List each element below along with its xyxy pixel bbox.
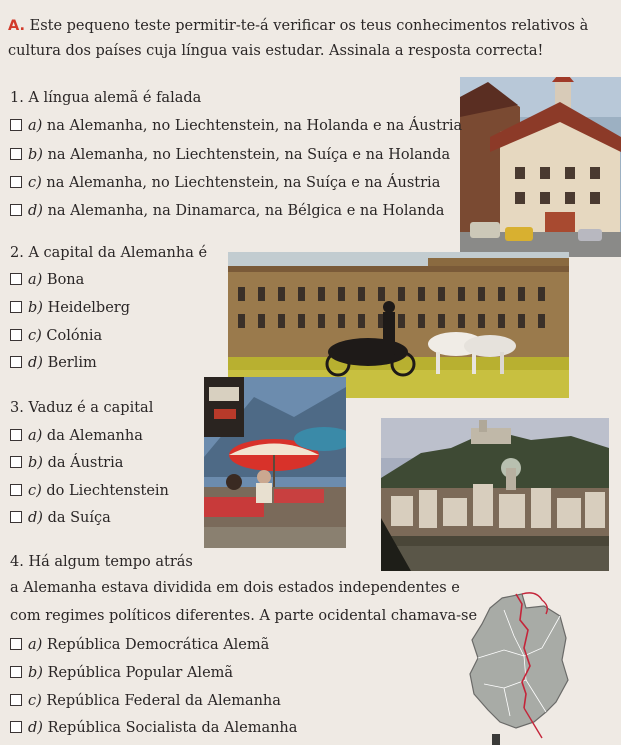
question-4-option-a[interactable]: a) República Democrática Alemã [10, 635, 269, 655]
question-1-option-b[interactable]: b) na Alemanha, no Liechtenstein, na Suíça e na Holanda [10, 145, 450, 165]
question-4-prompt-line-2: a Alemanha estava dividida em dois estados independentes e [10, 580, 460, 596]
question-2-option-b[interactable]: b) Heidelberg [10, 298, 130, 318]
question-1-option-c[interactable]: c) na Alemanha, no Liechtenstein, na Suíça e na Áustria [10, 173, 440, 193]
question-1-option-d[interactable]: d) na Alemanha, na Dinamarca, na Bélgica e na Holanda [10, 201, 444, 221]
checkbox[interactable] [10, 356, 22, 368]
question-3-option-a[interactable]: a) da Alemanha [10, 426, 143, 446]
question-4-option-d[interactable]: d) República Socialista da Alemanha [10, 718, 297, 738]
checkbox[interactable] [10, 721, 22, 733]
checkbox[interactable] [10, 273, 22, 285]
section-letter: A. [8, 18, 25, 34]
question-4-prompt-line-3: com regimes políticos diferentes. A parte ocidental chamava-se [10, 608, 478, 624]
germany-map [464, 590, 574, 745]
question-2-option-a[interactable]: a) Bona [10, 270, 84, 290]
village-photo [460, 77, 621, 257]
intro-text: Este pequeno teste permitir-te-á verificar os teus conhecimentos relativos à cultura dos países cuja língua vais estudar. Assinala a resposta correcta! [8, 18, 589, 59]
question-2-prompt: 2. A capital da Alemanha é [10, 245, 208, 261]
question-2-option-d[interactable]: d) Berlim [10, 353, 97, 373]
checkbox[interactable] [10, 511, 22, 523]
intro-paragraph [8, 14, 613, 64]
question-4-option-c[interactable]: c) República Federal da Alemanha [10, 691, 281, 711]
checkbox[interactable] [10, 176, 22, 188]
question-3-option-c[interactable]: c) do Liechtenstein [10, 481, 169, 501]
checkbox[interactable] [10, 329, 22, 341]
checkbox[interactable] [10, 301, 22, 313]
checkbox[interactable] [10, 119, 22, 131]
question-4-option-b[interactable]: b) República Popular Alemã [10, 663, 233, 683]
cafe-photo [204, 377, 346, 548]
checkbox[interactable] [10, 694, 22, 706]
question-3-option-b[interactable]: b) da Áustria [10, 453, 123, 473]
checkbox[interactable] [10, 666, 22, 678]
question-3-prompt: 3. Vaduz é a capital [10, 400, 154, 416]
question-2-option-c[interactable]: c) Colónia [10, 326, 102, 346]
checkbox[interactable] [10, 484, 22, 496]
question-1-option-a[interactable]: a) na Alemanha, no Liechtenstein, na Holanda e na Áustria [10, 116, 462, 136]
question-1-prompt: 1. A língua alemã é falada [10, 90, 202, 106]
checkbox[interactable] [10, 429, 22, 441]
question-4-prompt-line-1: 4. Há algum tempo atrás [10, 554, 193, 570]
checkbox[interactable] [10, 204, 22, 216]
checkbox[interactable] [10, 638, 22, 650]
city-photo [381, 418, 609, 571]
checkbox[interactable] [10, 148, 22, 160]
checkbox[interactable] [10, 456, 22, 468]
question-3-option-d[interactable]: d) da Suíça [10, 508, 111, 528]
